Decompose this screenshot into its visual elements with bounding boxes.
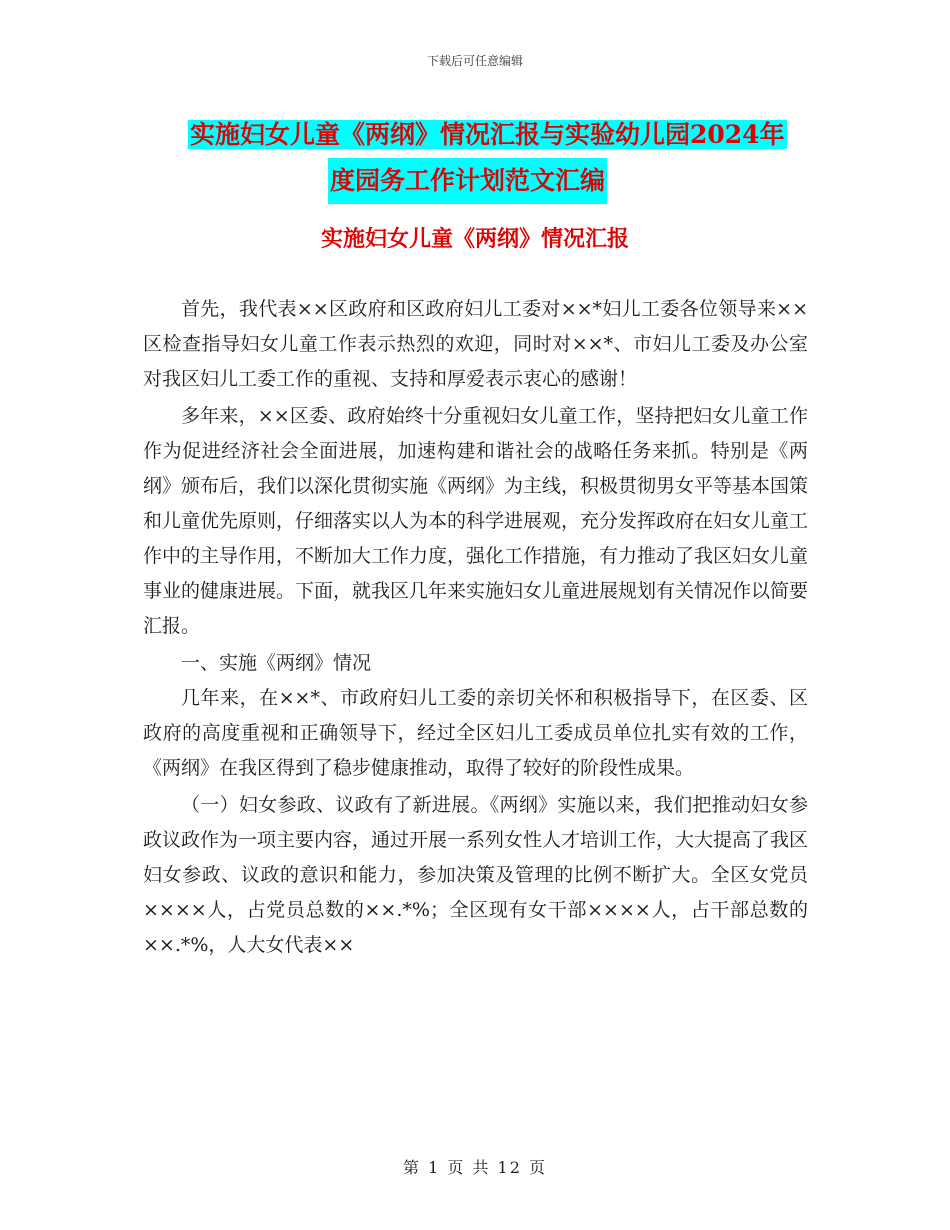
title-line-1: 实施妇女儿童《两纲》情况汇报与实验幼儿园2024年 bbox=[190, 120, 785, 149]
header-note: 下载后可任意编辑 bbox=[426, 54, 523, 68]
paragraph-heading-1: 一、实施《两纲》情况 bbox=[181, 652, 372, 674]
title-line-2: 度园务工作计划范文汇编 bbox=[328, 158, 607, 204]
paragraph-overview: 多年来，××区委、政府始终十分重视妇女儿童工作，坚持把妇女儿童工作作为促进经济社会全面进展，加速构建和谐社会的战略任务来抓。特别是《两纲》颁布后，我们以深化贯彻实施《两纲》为主线，积极贯彻男女平等基本国策和儿童优先原则，仔细落实以人为本的科学进展观，充分发挥政府在妇女儿童工作中的主导作用，不断加大工作力度，强化工作措施，有力推动了我区妇女儿童事业的健康进展。下面，就我区几年来实施妇女儿童进展规划有关情况作以简要汇报。 bbox=[143, 405, 809, 637]
document-title bbox=[188, 112, 828, 204]
paragraph-women-politics: （一）妇女参政、议政有了新进展。《两纲》实施以来，我们把推动妇女参政议政作为一项主要内容，通过开展一系列女性人才培训工作，大大提高了我区妇女参政、议政的意识和能力，参加决策及管理的比例不断扩大。全区女党员××××人，占党员总数的××.*%；全区现有女干部××××人，占干部总数的××.*%，人大女代表×× bbox=[143, 794, 809, 956]
section-title: 实施妇女儿童《两纲》情况汇报 bbox=[320, 226, 629, 252]
document-body bbox=[143, 292, 808, 963]
page-number: 第 1 页 共 12 页 bbox=[403, 1158, 547, 1177]
paragraph-progress: 几年来，在××*、市政府妇儿工委的亲切关怀和积极指导下，在区委、区政府的高度重视和正确领导下，经过全区妇儿工委成员单位扎实有效的工作，《两纲》在我区得到了稳步健康推动，取得了较好的阶段性成果。 bbox=[143, 687, 808, 779]
paragraph-intro: 首先，我代表××区政府和区政府妇儿工委对××*妇儿工委各位领导来××区检查指导妇女儿童工作表示热烈的欢迎，同时对××*、市妇儿工委及办公室对我区妇儿工委工作的重视、支持和厚爱表示衷心的感谢！ bbox=[143, 298, 808, 390]
